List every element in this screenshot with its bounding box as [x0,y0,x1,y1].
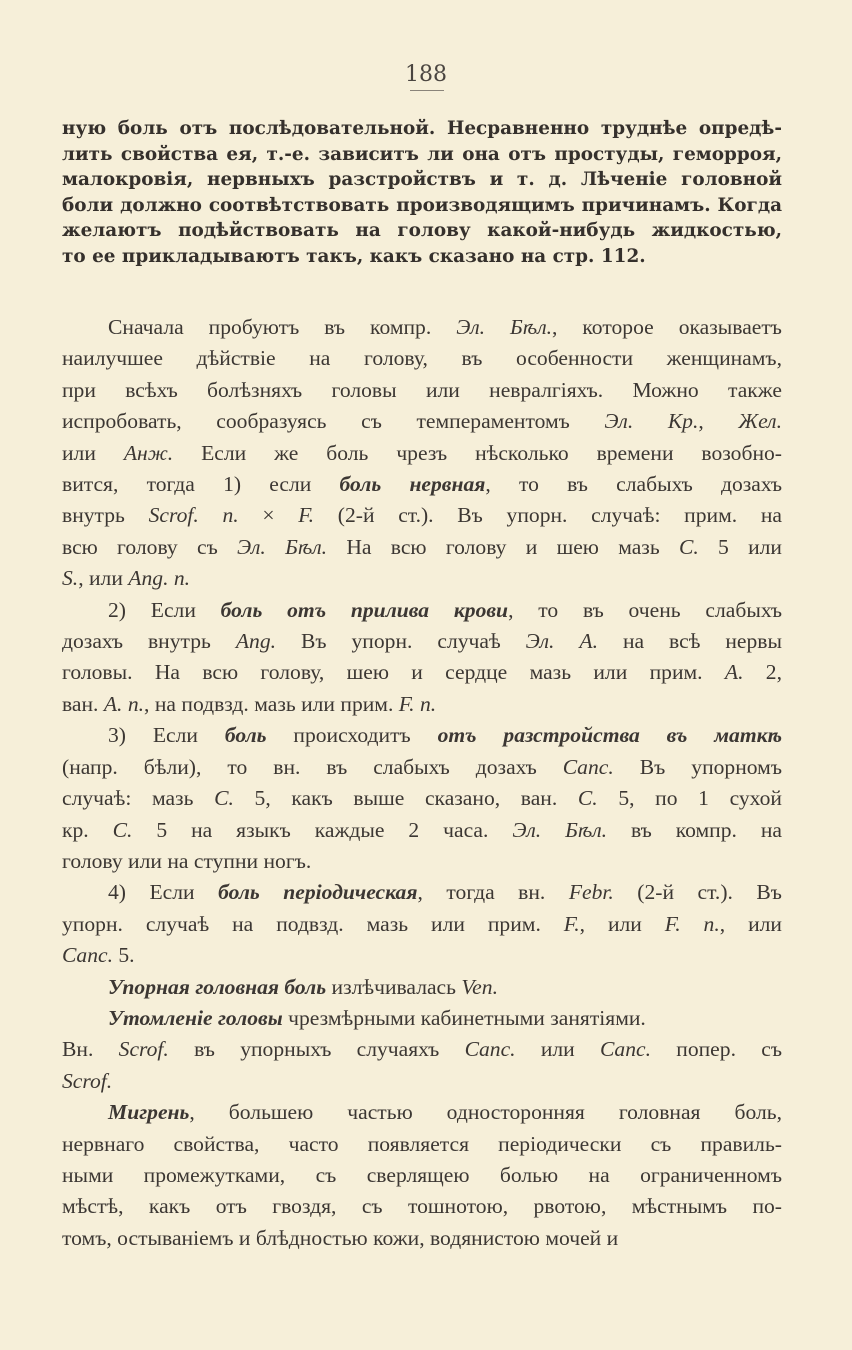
remedy-abbreviation: Febr. [568,880,614,905]
text-segment: Въ упорномъ [613,754,782,779]
remedy-abbreviation: F. [563,911,580,936]
text-segment: испробовать, сообразуясь съ темпераментомъ [62,409,605,434]
text-segment: внутрь [62,503,149,528]
text-segment: 4) Если [108,880,219,905]
bold-paragraph-line: желаютъ подѣйствовать на голову какой-нибудь жидкостью, [62,220,782,242]
remedy-abbreviation: S. [62,566,79,591]
text-segment: томъ, остываніемъ и блѣдностью кожи, водянистою мочей и [62,1225,619,1250]
text-segment: ными промежутками, съ сверлящею болью на ограниченномъ [62,1162,782,1187]
remedy-abbreviation: Анж. [123,440,174,465]
text-line [62,312,782,343]
text-line [62,940,782,971]
remedy-abbreviation: F. п. [398,691,437,716]
remedy-abbreviation: Эл. Кр. [604,409,699,434]
remedy-abbreviation: Canc. [562,754,614,779]
text-line [62,375,782,406]
text-segment: (напр. бѣли), то вн. въ слабыхъ дозахъ [62,754,563,779]
text-segment: На всю голову и шею мазь [327,534,679,559]
text-line [62,1066,782,1097]
text-segment: вится, тогда 1) если [62,472,340,497]
text-segment: голову или на ступни ногъ. [62,848,312,873]
text-segment: мѣстѣ, какъ отъ гвоздя, съ тошнотою, рвотою, мѣстнымъ по- [62,1194,782,1219]
remedy-abbreviation: Эл. А. [525,629,598,654]
text-segment: всю голову съ [62,534,238,559]
remedy-abbreviation: А. п. [103,691,145,716]
text-line [62,689,782,720]
emphasized-term: боль нервная [339,472,486,497]
text-segment: (2-й ст.). Въ упорн. случаѣ: прим. на [314,503,782,528]
text-line [62,1097,782,1128]
text-line [62,406,782,437]
text-line [62,972,782,1003]
remedy-abbreviation: Ang. [235,629,277,654]
bold-paragraph-line: малокровія, нервныхъ разстройствъ и т. д. Лѣченіе головной [62,169,782,191]
remedy-abbreviation: F. п. [664,911,720,936]
text-line [62,469,782,500]
text-segment: , или [78,566,129,591]
text-segment: × [238,503,299,528]
text-line [62,1003,782,1034]
text-segment: дозахъ внутрь [62,629,236,654]
emphasized-term: отъ разстройства въ маткѣ [437,723,782,748]
text-line [62,752,782,783]
remedy-abbreviation: Эл. Бѣл. [512,817,608,842]
text-line [62,1160,782,1191]
bold-paragraph-line: ную боль отъ послѣдовательной. Несравненно труднѣе опредѣ- [62,118,782,139]
text-segment: , большею частью односторонняя головная боль, [189,1100,782,1125]
text-segment: упорн. случаѣ на подвзд. мазь или прим. [62,911,564,936]
text-segment: при всѣхъ болѣзняхъ головы или невралгіяхъ. Можно также [62,377,782,402]
text-line [62,1129,782,1160]
text-segment: случаѣ: мазь [62,786,215,811]
remedy-abbreviation: Canc. [600,1037,651,1062]
text-segment: 2) Если [108,597,221,622]
text-segment: , или [579,911,665,936]
text-segment: , тогда вн. [417,880,569,905]
text-segment: , то въ очень слабыхъ [508,597,783,622]
remedy-abbreviation: Эл. Бѣл. [237,534,328,559]
remedy-abbreviation: Canc. [62,943,113,968]
text-segment: , которое оказываетъ [552,315,782,339]
emphasized-term: Упорная головная боль [108,974,327,999]
text-segment: попер. съ [651,1037,782,1062]
text-line [62,1223,782,1254]
remedy-abbreviation: С. [214,786,234,811]
text-line [62,532,782,563]
text-segment: въ упорныхъ случаяхъ [168,1037,465,1062]
text-segment: ван. [62,691,104,716]
emphasized-term: боль періодическая [218,880,418,905]
text-segment: Сначала пробуютъ въ компр. [108,315,457,339]
text-segment: 2, [743,660,782,685]
remedy-abbreviation: Scrof. [62,1068,113,1093]
text-line [62,563,782,594]
text-segment: нервнаго свойства, часто появляется періодически съ правиль- [62,1131,782,1156]
text-segment: 5 или [698,534,782,559]
text-segment: чрезмѣрными кабинетными занятіями. [282,1005,646,1030]
text-segment: , [698,409,739,434]
bold-paragraph-line: то ее прикладываютъ такъ, какъ сказано на стр. 112. [62,245,646,267]
text-segment: или [515,1037,601,1062]
remedy-abbreviation: Жел. [738,409,782,434]
text-segment: 5, по 1 сухой [597,786,782,811]
text-line [62,626,782,657]
text-segment: Если же боль чрезъ нѣсколько времени возобно- [173,440,782,465]
text-segment: въ компр. на [607,817,782,842]
text-segment: Вн. [62,1037,119,1062]
remedy-abbreviation: Scrof. [118,1037,169,1062]
remedy-abbreviation: С. [678,534,699,559]
remedy-abbreviation: Ven. [461,974,498,999]
text-line [62,1191,782,1222]
text-line [62,877,782,908]
text-segment: наилучшее дѣйствіе на голову, въ особенности женщинамъ, [62,346,782,371]
remedy-abbreviation: Canc. [464,1037,516,1062]
remedy-abbreviation: А. [724,660,744,685]
remedy-abbreviation: F. [298,503,315,528]
text-line [62,500,782,531]
text-line [62,343,782,374]
text-segment: 3) Если [108,723,225,748]
text-line [62,846,782,877]
text-segment: (2-й ст.). Въ [613,880,782,905]
text-line [62,657,782,688]
text-line [62,783,782,814]
text-segment: 5 на языкъ каждые 2 часа. [132,817,513,842]
text-segment: на всѣ нервы [598,629,783,654]
text-segment: 5. [112,943,135,968]
text-segment: происходитъ [266,723,438,748]
remedy-abbreviation: Эл. Бѣл. [456,315,553,339]
text-line [62,720,782,751]
main-text [62,312,782,1254]
emphasized-term: боль отъ прилива крови [220,597,509,622]
text-line [62,1034,782,1065]
text-line [62,595,782,626]
emphasized-term: Утомленіе головы [108,1005,283,1030]
page-number: 188 [405,62,447,87]
emphasized-term: Мигрень [108,1100,190,1125]
remedy-abbreviation: С. [112,817,133,842]
text-segment: , на подвзд. мазь или прим. [144,691,399,716]
remedy-abbreviation: С. [577,786,598,811]
text-segment: Въ упорн. случаѣ [276,629,526,654]
text-line [62,438,782,469]
emphasized-term: боль [224,723,267,748]
bold-paragraph-line: лить свойства ея, т.-е. зависитъ ли она отъ простуды, геморроя, [62,143,782,165]
text-segment: , или [719,911,782,936]
text-segment: или [62,440,124,465]
text-line [62,815,782,846]
bold-paragraph-line: боли должно соотвѣтствовать производящимъ причинамъ. Когда [62,194,782,216]
text-line [62,909,782,940]
bold-paragraph [62,116,782,270]
remedy-abbreviation: Scrof. п. [148,503,239,528]
remedy-abbreviation: Ang. п. [128,566,191,591]
text-segment: 5, какъ выше сказано, ван. [233,786,578,811]
header-rule [410,90,444,91]
text-segment: головы. На всю голову, шею и сердце мазь или прим. [62,660,725,685]
text-segment: излѣчивалась [326,974,462,999]
text-segment: кр. [62,817,113,842]
text-segment: , то въ слабыхъ дозахъ [485,472,782,497]
